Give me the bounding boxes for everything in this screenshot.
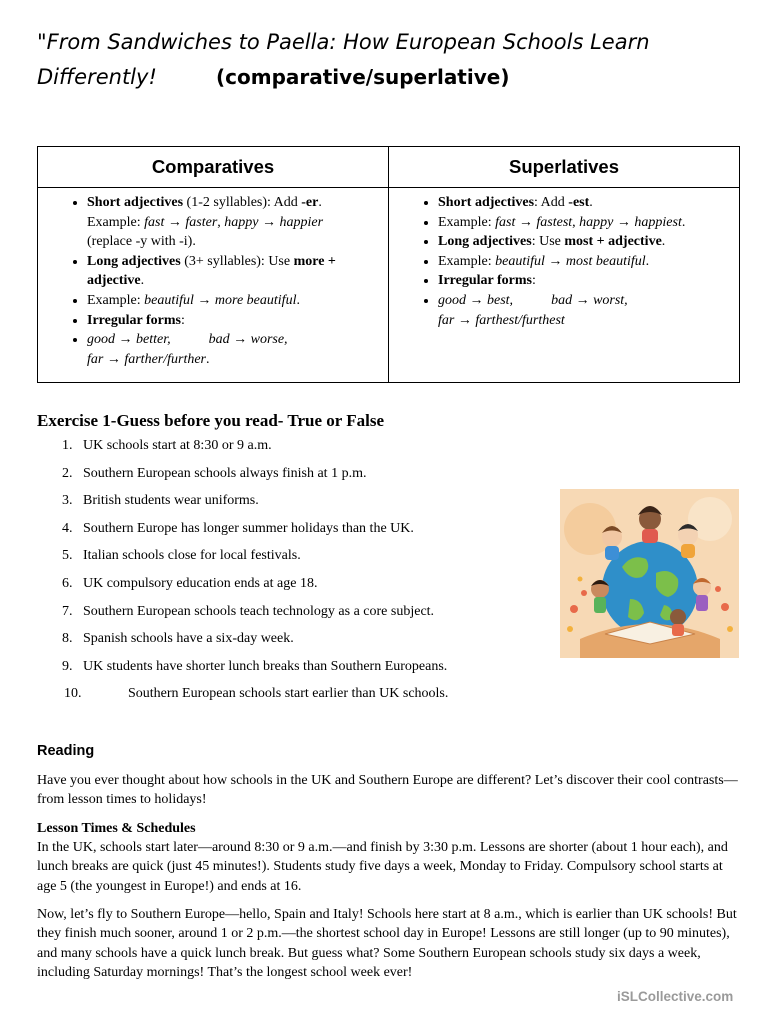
superlatives-rules — [397, 193, 731, 330]
exercise-item-number: 6. — [62, 575, 73, 591]
exercise-item-text: Southern European schools always finish at 1 p.m. — [83, 465, 367, 481]
exercise-item-text: UK compulsory education ends at age 18. — [83, 575, 318, 591]
rule-item: • Irregular forms: — [87, 311, 380, 331]
exercise-item-number: 10. — [64, 686, 82, 702]
rule-item: • good → best, bad → worst, far → farthest/furthest — [438, 291, 731, 330]
superlatives-cell — [389, 188, 740, 383]
rule-item: • Short adjectives (1-2 syllables): Add -er. Example: fast → faster, happy → happier (replace -y with -i). — [87, 193, 380, 252]
exercise-item-number: 2. — [62, 465, 73, 481]
exercise-item-number: 3. — [62, 493, 73, 509]
worksheet-title-topic: (comparative/superlative) — [216, 65, 510, 89]
grammar-table — [37, 146, 740, 383]
site-watermark: iSLCollective.com — [617, 989, 734, 1004]
exercise-item-text: British students wear uniforms. — [83, 493, 259, 509]
reading-paragraph-1: In the UK, schools start later—around 8:30 or 9 a.m.—and finish by 3:30 p.m. Lessons are shorter (about 1 hour each), and lunch breaks are quick (just 45 minutes!). Students study five days a week, Monday to Friday. Compulsory school starts at age 5 (the youngest in Europe!) and ends at 16. — [37, 840, 728, 894]
exercise-item-number: 9. — [62, 658, 73, 674]
comparatives-rules — [46, 193, 380, 369]
exercise-item-text: Italian schools close for local festivals. — [83, 548, 301, 564]
rule-item: • Short adjectives: Add -est. — [438, 193, 731, 213]
reading-subheading: Lesson Times & Schedules — [37, 821, 196, 836]
worksheet-title-line1: "From Sandwiches to Paella: How European Schools Learn — [37, 30, 650, 54]
exercise-item-text: Southern European schools teach technology as a core subject. — [83, 603, 435, 619]
rule-item: • Example: fast → fastest, happy → happiest. — [438, 213, 731, 233]
rule-item: • Example: beautiful → more beautiful. — [87, 291, 380, 311]
exercise-item-text: UK students have shorter lunch breaks than Southern Europeans. — [83, 658, 448, 674]
reading-paragraph-2: Now, let’s fly to Southern Europe—hello, Spain and Italy! Schools here start at 8 a.m., which is earlier than UK schools! But they finish much sooner, around 1 or 2 p.m.—the shortest school day in Europe! Lessons are still longer (up to 90 minutes), and many schools have a quick lunch break. But guess what? Some Southern European schools study six days a week, including Saturday mornings! That’s the longest school week ever! — [37, 907, 737, 980]
comparatives-header: Comparatives — [38, 147, 389, 188]
exercise-item-number: 4. — [62, 520, 73, 536]
reading-intro: Have you ever thought about how schools in the UK and Southern Europe are different? Let’s discover their cool contrasts—from lesson times to holidays! — [37, 773, 738, 808]
exercise-item-text: Southern Europe has longer summer holidays than the UK. — [83, 520, 414, 536]
rule-item: • Long adjectives: Use most + adjective. — [438, 232, 731, 252]
rule-item: • Irregular forms: — [438, 271, 731, 291]
exercise-item-number: 8. — [62, 631, 73, 647]
exercise-item-text: Spanish schools have a six-day week. — [83, 631, 294, 647]
exercise-item-number: 1. — [62, 438, 73, 453]
worksheet-title-line2: Differently! — [37, 65, 157, 89]
reading-heading: Reading — [37, 743, 95, 759]
exercise-item-number: 7. — [62, 603, 73, 619]
comparatives-cell — [38, 188, 389, 383]
rule-item: • Example: beautiful → most beautiful. — [438, 252, 731, 272]
exercise-item-text: Southern European schools start earlier than UK schools. — [128, 686, 449, 702]
exercise-item-text: UK schools start at 8:30 or 9 a.m. — [83, 438, 272, 453]
exercise-item-number: 5. — [62, 548, 73, 564]
superlatives-header: Superlatives — [389, 147, 740, 188]
exercise-title: Exercise 1-Guess before you read- True or False — [37, 411, 385, 430]
rule-item: • Long adjectives (3+ syllables): Use more + adjective. — [87, 252, 380, 291]
children-globe-illustration — [560, 489, 739, 658]
rule-item: • good → better, bad → worse, far → farther/further. — [87, 330, 380, 369]
